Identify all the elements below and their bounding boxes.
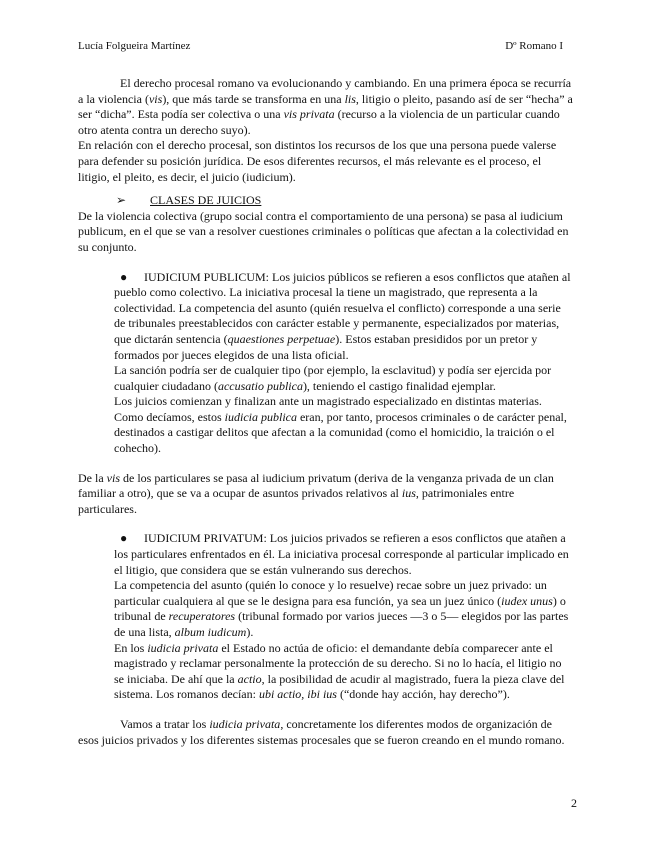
- intro-paragraph-1: El derecho procesal romano va evolucionando y cambiando. En una primera época se recurría a la violencia (vis), que más tarde se transforma en una lis, litigio o pleito, pasando así de ser “hecha” a ser “dicha”. Esta podía ser colectiva o una vis privata (recurso a la violencia de un particular cuando otro atenta contra un derecho suyo).: [78, 76, 573, 137]
- term-accusatio-publica: accusatio publica: [217, 378, 303, 393]
- term-ius: ius: [401, 486, 416, 501]
- term-vis: vis: [106, 470, 120, 485]
- privatum-paragraph-2: La competencia del asunto (quién lo conoce y lo resuelve) recae sobre un juez privado: un particular cualquiera al que se le designa para esa función, ya sea un juez único (iudex unus) o tribunal de recuperatores (tribunal formado por varios jueces —3 o 5— elegidos por las partes de una lista, album iudicum).: [114, 578, 569, 639]
- section-title: CLASES DE JUICIOS: [150, 193, 262, 208]
- term-recuperatores: recuperatores: [168, 609, 236, 624]
- term-album-iudicum: album iudicum: [174, 625, 247, 639]
- intro-paragraph-2: En relación con el derecho procesal, son distintos los recursos de los que una persona puede valerse para defender su posición jurídica. De esos diferentes recursos, el más relevante es el proceso, el litigio, el pleito, es decir, el juicio (iudicium).: [78, 138, 557, 184]
- closing-paragraph: Vamos a tratar los iudicia privata, concretamente los diferentes modos de organización de esos juicios privados y los diferentes sistemas procesales que se fueron creando en el mundo romano.: [78, 716, 565, 747]
- term-actio: actio: [237, 671, 262, 686]
- iudicium-publicum-block: [114, 270, 574, 457]
- document-body: [78, 76, 574, 748]
- term-quaestiones-perpetuae: quaestiones perpetuae: [227, 331, 336, 346]
- term-lis: lis: [344, 91, 356, 106]
- privatum-paragraph-3: En los iudicia privata el Estado no actúa de oficio: el demandante debía comparecer ante el magistrado y reclamar personalmente la protección de su derecho. Si no lo hacía, el litigio no se iniciaba. De ahí que la actio, la posibilidad de acudir al magistrado, fuera la pieza clave del sistema. Los romanos decían: ubi actio, ibi ius (“donde hay acción, hay derecho”).: [114, 640, 565, 702]
- bridge-paragraph: De la vis de los particulares se pasa al iudicium privatum (deriva de la venganza privada de un clan familiar a otro), que se va a ocupar de asuntos privados relativos al ius, patrimoniales entre particulares.: [78, 470, 554, 516]
- term-vis: vis: [148, 91, 163, 106]
- term-iudicia-publica: iudicia publica: [224, 409, 297, 424]
- bullet-icon: ●: [120, 531, 128, 546]
- publicum-paragraph-2: La sanción podría ser de cualquier tipo (por ejemplo, la esclavitud) y podía ser ejercida por cualquier ciudadano (accusatio publica), teniendo el castigo finalidad ejemplar.: [114, 363, 552, 393]
- term-ubi-actio: ubi actio, ibi ius: [258, 687, 337, 702]
- header-author: Lucía Folgueira Martínez: [78, 40, 191, 52]
- term-iudicia-privata: iudicia privata: [147, 640, 219, 655]
- page-number: 2: [571, 796, 577, 810]
- publicum-paragraph-4: Como decíamos, estos iudicia publica eran, por tanto, procesos criminales o de carácter penal, destinados a castigar delitos que afectan a la comunidad (como el homicidio, la traición o el cohecho).: [114, 409, 567, 456]
- arrow-bullet-icon: ➢: [116, 193, 127, 208]
- section-intro: De la violencia colectiva (grupo social contra el comportamiento de una persona) se pasa al iudicium publicum, en el que se van a resolver cuestiones criminales o políticas que afectan a la colectividad en su conjunto.: [78, 208, 569, 254]
- publicum-paragraph-3: Los juicios comienzan y finalizan ante un magistrado especializado en distintas materias.: [114, 394, 542, 409]
- term-iudicia-privata: iudicia privata: [209, 716, 281, 731]
- term-iudex-unus: iudex unus: [501, 593, 553, 608]
- header-course: Dº Romano I: [505, 40, 563, 52]
- iudicium-privatum-block: [114, 531, 574, 703]
- privatum-paragraph-1: ● IUDICIUM PRIVATUM: Los juicios privados se refieren a esos conflictos que atañen a los particulares enfrentados en él. La iniciativa procesal corresponde al particular implicado en el litigio, que considera que se están vulnerando sus derechos.: [114, 531, 569, 577]
- section-heading: [116, 193, 574, 209]
- bullet-icon: ●: [120, 269, 128, 284]
- term-vis-privata: vis privata: [283, 107, 335, 122]
- publicum-paragraph-1: ● IUDICIUM PUBLICUM: Los juicios públicos se refieren a esos conflictos que atañen al pueblo como colectivo. La iniciativa procesal la tiene un magistrado, que representa a la colectividad. La competencia del asunto (quién resuelva el conflicto) corresponde a una serie de tribunales preestablecidos con carácter estable y permanente, especializados por materias, que dictarán sentencia (quaestiones perpetuae). Estos estaban presididos por un pretor y formados por jueces elegidos de una lista oficial.: [114, 269, 571, 362]
